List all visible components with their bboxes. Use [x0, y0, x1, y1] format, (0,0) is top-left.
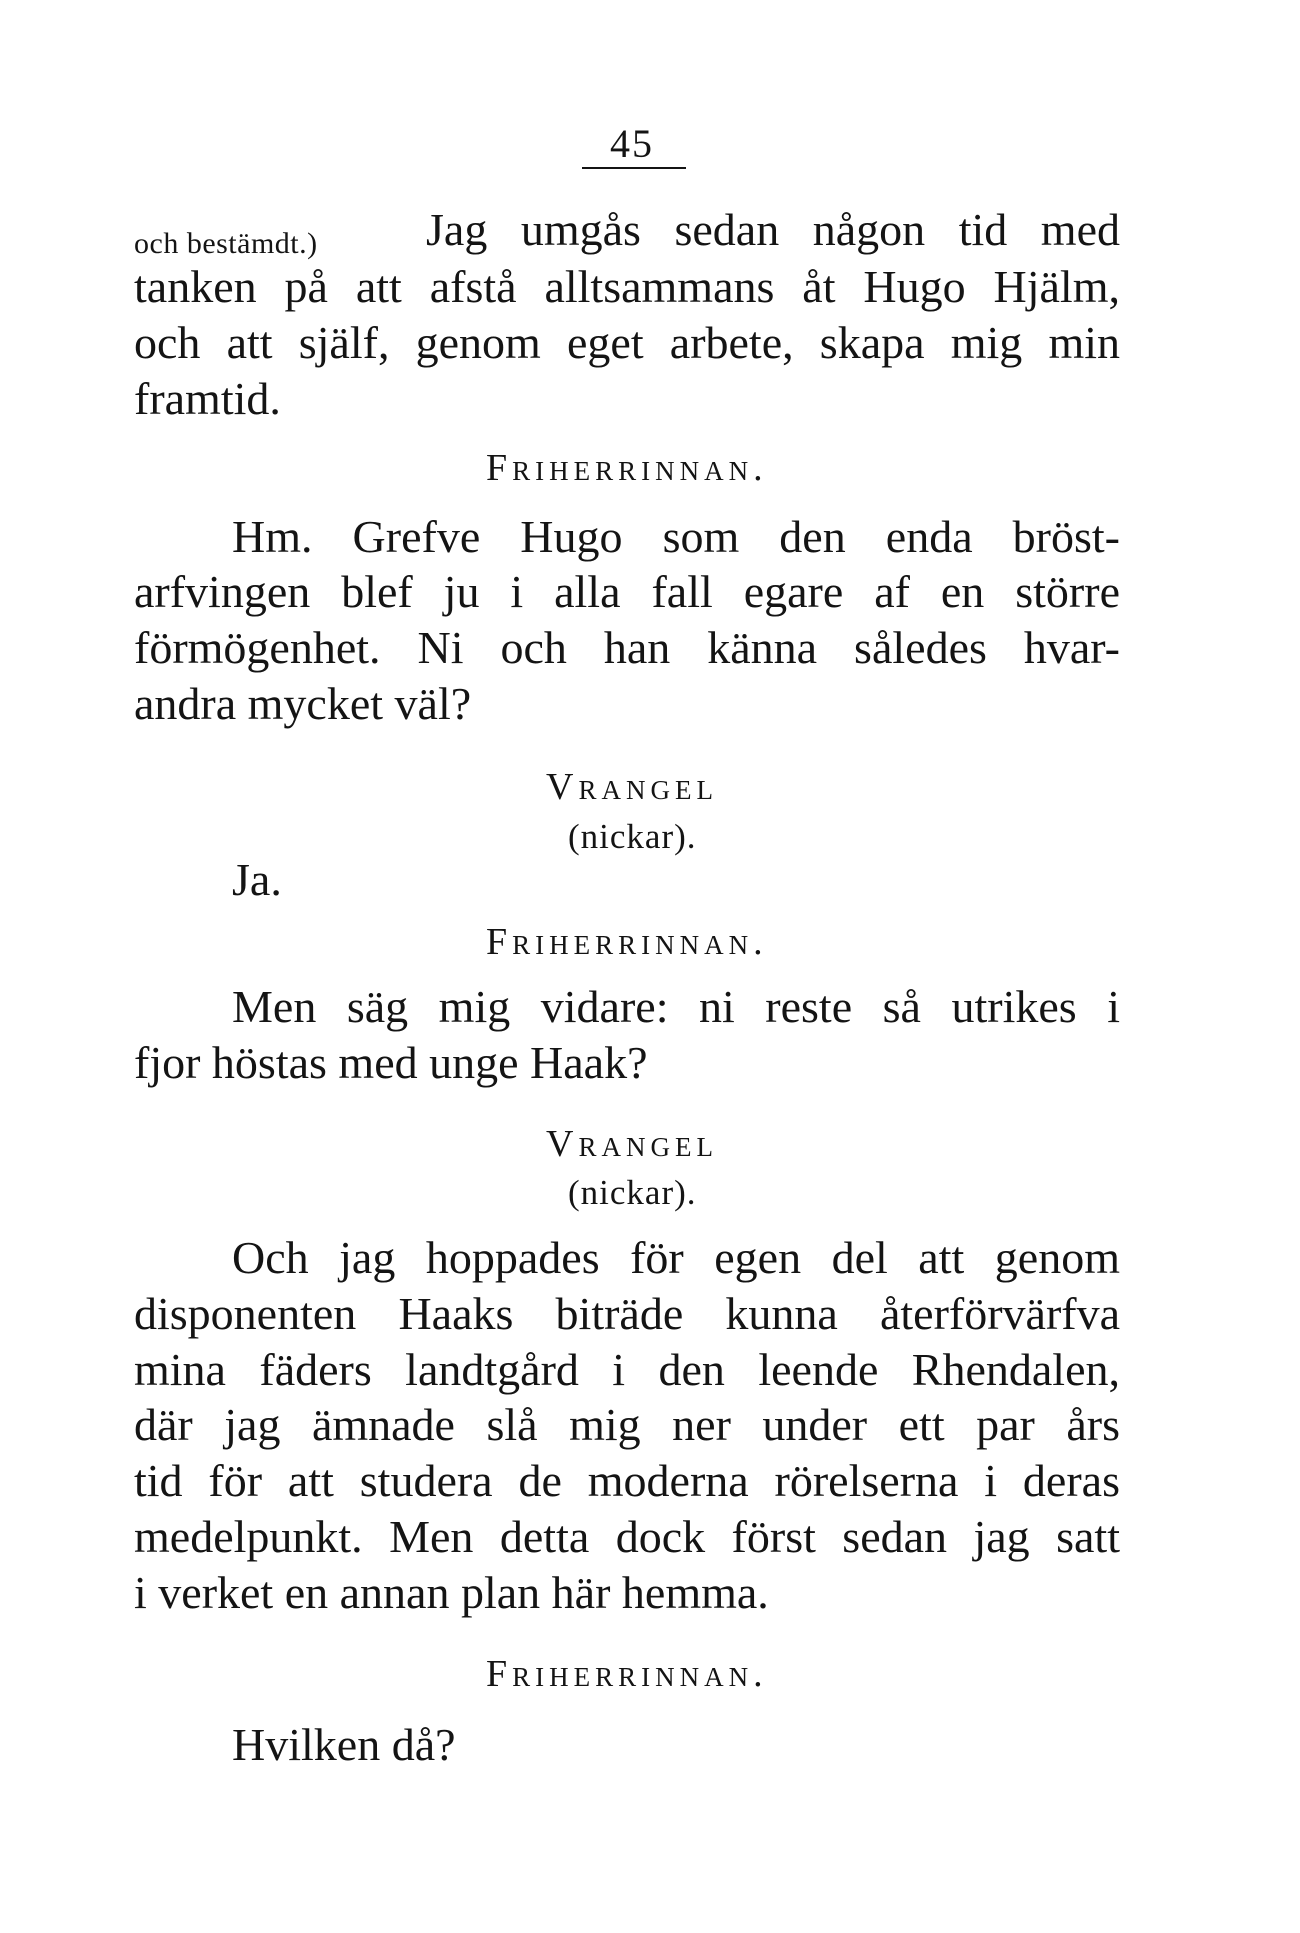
- stage-direction: (nickar).: [568, 817, 697, 856]
- text-line: i verket en annan plan här hemma.: [134, 1567, 769, 1618]
- speaker-name: Vrangel: [546, 766, 718, 808]
- text-line: arfvingen blef ju i alla fall egare af en större: [134, 566, 1120, 617]
- text-line: där jag ämnade slå mig ner under ett par års: [134, 1399, 1120, 1450]
- page-number: 45: [610, 121, 654, 166]
- text-line: och att själf, genom eget arbete, skapa mig min: [134, 317, 1120, 368]
- text-line: framtid.: [134, 373, 281, 424]
- speaker-name: Vrangel: [546, 1123, 718, 1165]
- text-line: tanken på att afstå alltsammans åt Hugo Hjälm,: [134, 261, 1120, 312]
- text-line: Jag umgås sedan någon tid med: [426, 204, 1120, 255]
- speaker-name: Friherrinnan.: [486, 921, 768, 963]
- stage-direction-closing: och bestämdt.): [134, 227, 318, 260]
- text-line: andra mycket väl?: [134, 678, 472, 729]
- text-line: medelpunkt. Men detta dock först sedan jag satt: [134, 1511, 1120, 1562]
- text-line: disponenten Haaks biträde kunna återförvärfva: [134, 1288, 1120, 1339]
- text-line: Och jag hoppades för egen del att genom: [232, 1232, 1120, 1283]
- text-line: mina fäders landtgård i den leende Rhendalen,: [134, 1344, 1120, 1395]
- text-line: Hvilken då?: [232, 1719, 456, 1770]
- text-line: Hm. Grefve Hugo som den enda bröst-: [232, 511, 1120, 562]
- stage-direction: (nickar).: [568, 1173, 697, 1212]
- text-line: Ja.: [232, 854, 282, 905]
- speaker-name: Friherrinnan.: [486, 1653, 768, 1695]
- speaker-name: Friherrinnan.: [486, 447, 768, 489]
- text-line: tid för att studera de moderna rörelserna i deras: [134, 1455, 1120, 1506]
- text-line: fjor höstas med unge Haak?: [134, 1037, 648, 1088]
- text-line: Men säg mig vidare: ni reste så utrikes i: [232, 981, 1120, 1032]
- page-number-rule: [582, 167, 686, 169]
- text-line: förmögenhet. Ni och han känna således hvar-: [134, 622, 1120, 673]
